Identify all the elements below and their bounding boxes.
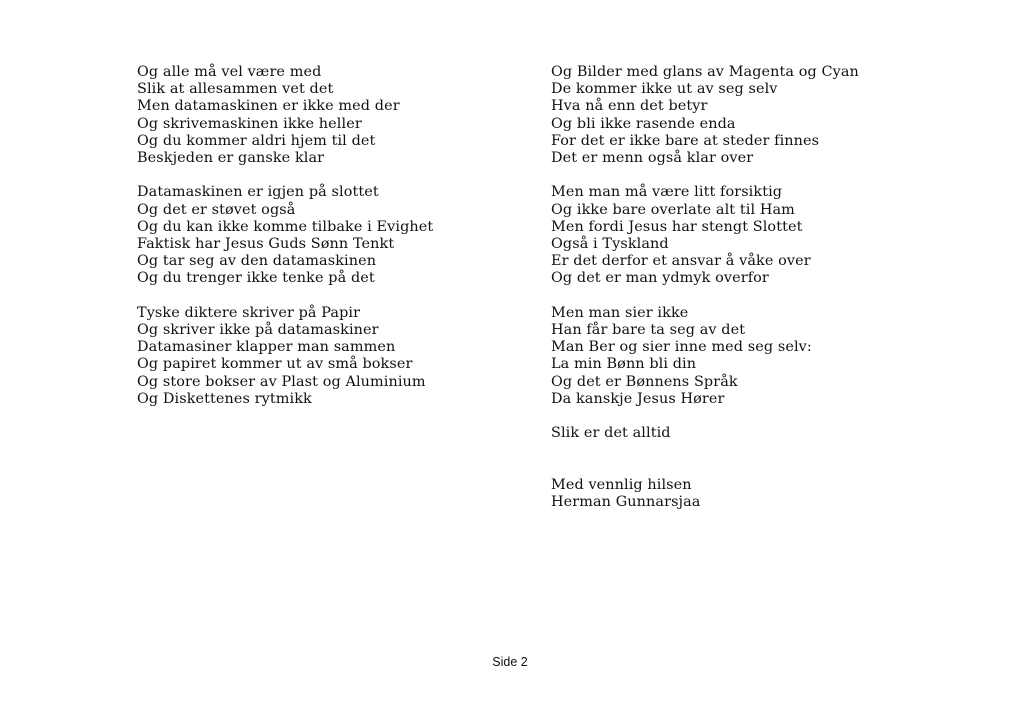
poem-line: Og Diskettenes rytmikk [137, 390, 312, 407]
poem-line: Det er menn også klar over [551, 150, 754, 167]
poem-line: Og bli ikke rasende enda [551, 115, 736, 132]
poem-line: Og det er Bønnens Språk [551, 373, 738, 390]
left-poem-column [137, 64, 517, 425]
poem-line: Datamaskinen er igjen på slottet [137, 184, 379, 201]
poem-line: Og Bilder med glans av Magenta og Cyan [551, 64, 859, 80]
poem-line: Og ikke bare overlate alt til Ham [551, 201, 795, 218]
poem-line: Men man sier ikke [551, 304, 689, 321]
stanza [551, 425, 931, 442]
stanza [551, 305, 931, 408]
page-number: Side 2 [492, 655, 528, 669]
poem-line: Og du trenger ikke tenke på det [137, 270, 375, 287]
poem-line: Men datamaskinen er ikke med der [137, 98, 400, 115]
poem-line: La min Bønn bli din [551, 356, 697, 373]
poem-line: Er det derfor et ansvar å våke over [551, 253, 811, 270]
poem-line: Og papiret kommer ut av små bokser [137, 356, 413, 373]
stanza [137, 305, 517, 408]
poem-line: Og tar seg av den datamaskinen [137, 253, 377, 270]
poem-line: Og du kommer aldri hjem til det [137, 132, 376, 149]
signoff-greeting: Med vennlig hilsen [551, 476, 692, 493]
poem-line: Og du kan ikke komme tilbake i Evighet [137, 218, 434, 235]
poem-line: De kommer ikke ut av seg selv [551, 81, 778, 98]
poem-line: Og store bokser av Plast og Aluminium [137, 373, 426, 390]
poem-line: Faktisk har Jesus Guds Sønn Tenkt [137, 236, 395, 253]
stanza [551, 64, 931, 167]
poem-line: Man Ber og sier inne med seg selv: [551, 339, 812, 356]
poem-line: Hva nå enn det betyr [551, 98, 708, 115]
stanza [137, 184, 517, 287]
poem-line: Og det er man ydmyk overfor [551, 270, 769, 287]
stanza [551, 184, 931, 287]
poem-line: Men man må være litt forsiktig [551, 184, 783, 201]
poem-line: Datamasiner klapper man sammen [137, 339, 396, 356]
poem-line: Og skrivemaskinen ikke heller [137, 115, 362, 132]
poem-line: Da kanskje Jesus Hører [551, 390, 725, 407]
poem-line: Tyske diktere skriver på Papir [137, 304, 361, 321]
poem-line: Men fordi Jesus har stengt Slottet [551, 218, 803, 235]
stanza [137, 64, 517, 167]
poem-line: Og det er støvet også [137, 201, 296, 218]
poem-line: Slik er det alltid [551, 425, 671, 442]
poem-line: Slik at allesammen vet det [137, 81, 334, 98]
signoff-author: Herman Gunnarsjaa [551, 494, 701, 511]
poem-line: Beskjeden er ganske klar [137, 150, 325, 167]
poem-line: Og alle må vel være med [137, 64, 322, 80]
right-poem-column [551, 64, 931, 528]
poem-line: Og skriver ikke på datamaskiner [137, 322, 379, 339]
signoff [551, 477, 931, 511]
poem-line: For det er ikke bare at steder finnes [551, 132, 820, 149]
poem-line: Også i Tyskland [551, 236, 669, 253]
poem-line: Han får bare ta seg av det [551, 322, 746, 339]
